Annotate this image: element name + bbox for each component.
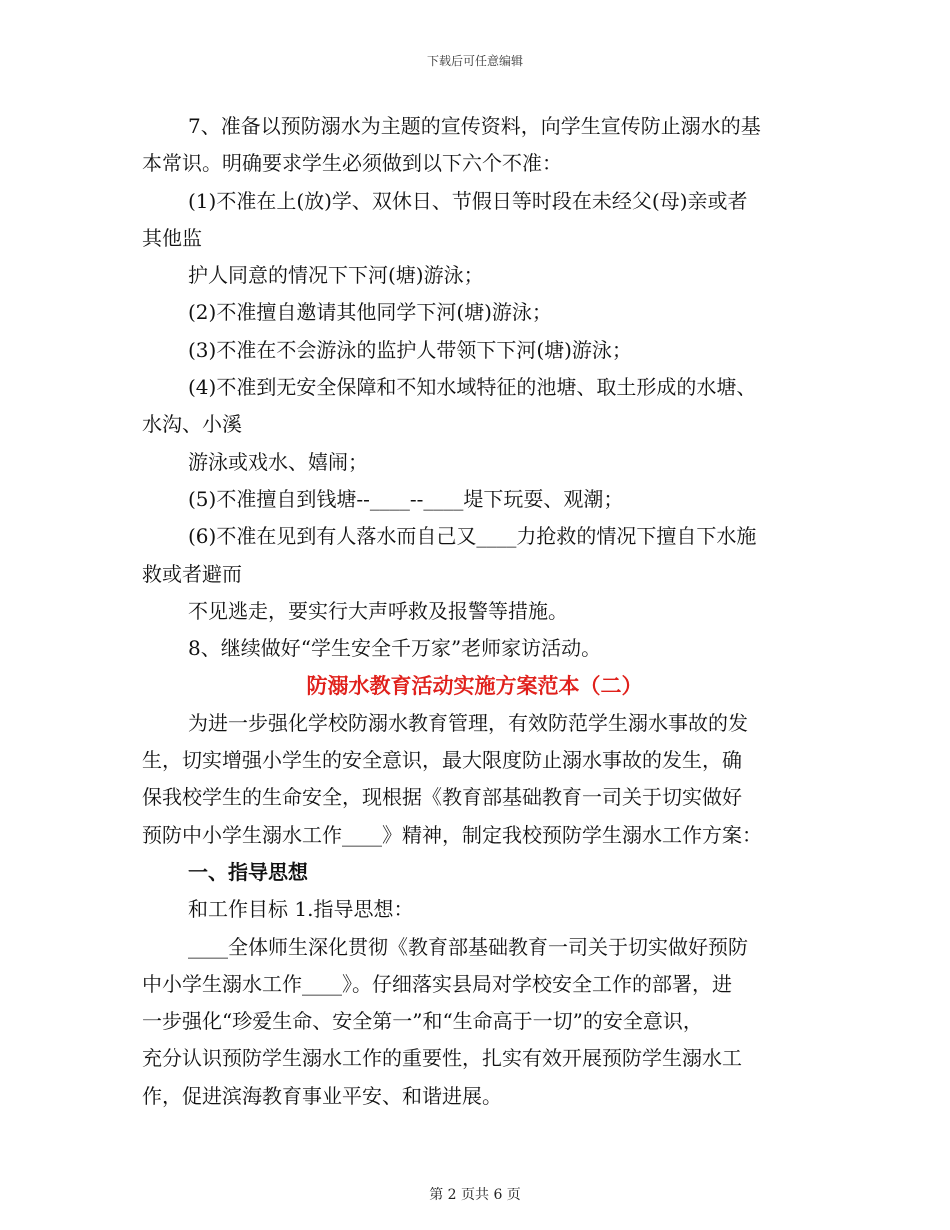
text-line: (4)不准到无安全保障和不知水域特征的池塘、取土形成的水塘、 <box>188 375 757 400</box>
text-line: 一步强化“珍爱生命、安全第一”和“生命高于一切”的安全意识， <box>142 1009 703 1034</box>
text-line: 不见逃走，要实行大声呼救及报警等措施。 <box>188 598 568 623</box>
section-heading: 一、指导思想 <box>188 859 308 884</box>
text-line: 为进一步强化学校防溺水教育管理，有效防范学生溺水事故的发 <box>188 710 748 735</box>
text-line: (2)不准擅自邀请其他同学下河(塘)游泳； <box>188 300 552 325</box>
text-line: 其他监 <box>142 225 202 250</box>
text-line: 预防中小学生溺水工作____》精神，制定我校预防学生溺水工作方案： <box>142 822 762 847</box>
text-line: 和工作目标 1.指导思想： <box>188 897 414 922</box>
text-line: 本常识。明确要求学生必须做到以下六个不准： <box>142 151 562 176</box>
text-line: 8、继续做好“学生安全千万家”老师家访活动。 <box>188 636 602 661</box>
text-line: (3)不准在不会游泳的监护人带领下下河(塘)游泳； <box>188 337 632 362</box>
section-title: 防溺水教育活动实施方案范本（二） <box>306 673 643 699</box>
text-line: (1)不准在上(放)学、双休日、节假日等时段在未经父(母)亲或者 <box>188 188 748 213</box>
page-footer: 第 2 页共 6 页 <box>429 1187 521 1203</box>
text-line: 中小学生溺水工作____》。仔细落实县局对学校安全工作的部署，进 <box>142 971 732 996</box>
text-line: 水沟、小溪 <box>142 412 242 437</box>
text-line: 充分认识预防学生溺水工作的重要性，扎实有效开展预防学生溺水工 <box>142 1046 742 1071</box>
text-line: (6)不准在见到有人落水而自己又____力抢救的情况下擅自下水施 <box>188 524 757 549</box>
page-header: 下载后可任意编辑 <box>426 54 523 68</box>
text-line: 7、准备以预防溺水为主题的宣传资料，向学生宣传防止溺水的基 <box>188 114 761 138</box>
text-line: 生，切实增强小学生的安全意识，最大限度防止溺水事故的发生，确 <box>142 748 742 773</box>
text-line: 游泳或戏水、嬉闹； <box>188 449 368 474</box>
text-line: ____全体师生深化贯彻《教育部基础教育一司关于切实做好预防 <box>188 934 748 959</box>
text-line: 作，促进滨海教育事业平安、和谐进展。 <box>142 1083 502 1108</box>
text-line: 保我校学生的生命安全，现根据《教育部基础教育一司关于切实做好 <box>142 785 742 810</box>
text-line: 护人同意的情况下下河(塘)游泳； <box>188 263 484 288</box>
document-body <box>142 108 807 1115</box>
text-line: (5)不准擅自到钱塘--____--____堤下玩耍、观潮； <box>188 486 624 511</box>
text-line: 救或者避而 <box>142 561 242 586</box>
